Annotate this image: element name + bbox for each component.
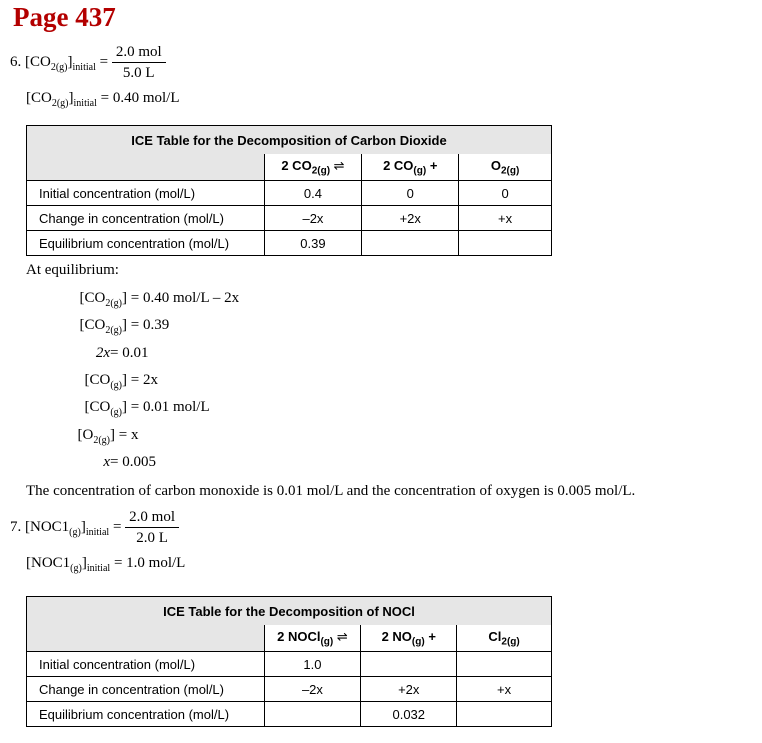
q6-step: [$CO_{2(g)}$ ] = 0.39 [79, 317, 170, 336]
q7-header-no: 2 $NO_{(g)}$ + [361, 625, 457, 652]
table-row: Change in concentration (mol/L) –2x +2x +x [27, 677, 552, 702]
q6-step: [$CO_{2(g)}$ ] = 0.40 mol/L – 2x [79, 290, 240, 309]
q6-fraction: $\frac{\text{2.0 mol}}{5.0 L}$ [112, 42, 166, 83]
q6-initial-result: $[CO_{2(g)}]_{initial} = 0.40$ mol/L [26, 90, 180, 109]
q7-initial-equation: 7. $[NOC1_{(g)}]_{initial}$ = $\frac{\text{2.0 mol}}{2.0 L}$ [10, 507, 179, 548]
q6-conclusion: The concentration of carbon monoxide is 0.01 mol/L and the concentration of oxygen is 0.005 mol/L. [26, 483, 636, 499]
q7-fraction: $\frac{\text{2.0 mol}}{2.0 L}$ [125, 507, 179, 548]
q6-step: [$O_{2(g)}$ ] = x [77, 427, 139, 446]
q6-table-caption: ICE Table for the Decomposition of Carbon Dioxide [27, 126, 552, 155]
q6-header-o2: $O_{2(g)}$ [459, 154, 552, 181]
q7-number: 7. [10, 518, 22, 535]
table-row: Equilibrium concentration (mol/L) 0.032 [27, 702, 552, 727]
q6-number: 6. [10, 53, 22, 70]
q7-ice-table [26, 596, 552, 727]
q6-header-co2: 2 $CO_{2(g)}$ ⇌ [264, 154, 362, 181]
table-row: Initial concentration (mol/L) 1.0 [27, 652, 552, 677]
table-row: Change in concentration (mol/L) –2x +2x +x [27, 206, 552, 231]
q6-step: 2x = 0.01 [95, 345, 149, 361]
q6-initial-equation: 6. $[CO_{2(g)}]_{initial}$ = $\frac{\text{2.0 mol}}{5.0 L}$ [10, 42, 166, 83]
q6-step: [$CO_{(g)}$ ] = 2x [84, 372, 158, 391]
q6-at-equilibrium: At equilibrium: [26, 262, 119, 278]
q6-step: [$CO_{(g)}$ ] = 0.01 mol/L [84, 399, 210, 418]
q6-ice-table [26, 125, 552, 256]
table-row: Equilibrium concentration (mol/L) 0.39 [27, 231, 552, 256]
q7-initial-result: $[NOC1_{(g)}]_{initial} = 1.0$ mol/L [26, 555, 186, 574]
q6-step: x = 0.005 [103, 454, 156, 470]
q6-header-co: 2 $CO_{(g)}$ + [362, 154, 459, 181]
page-title: Page 437 [13, 2, 116, 32]
table-row: Initial concentration (mol/L) 0.4 0 0 [27, 181, 552, 206]
q7-table-caption: ICE Table for the Decomposition of NOCl [27, 597, 552, 626]
q7-header-nocl: 2 NOCl$_{(g)}$ ⇌ [264, 625, 361, 652]
q6-steps [0, 290, 300, 481]
q7-header-cl2: $Cl_{2(g)}$ [457, 625, 552, 652]
